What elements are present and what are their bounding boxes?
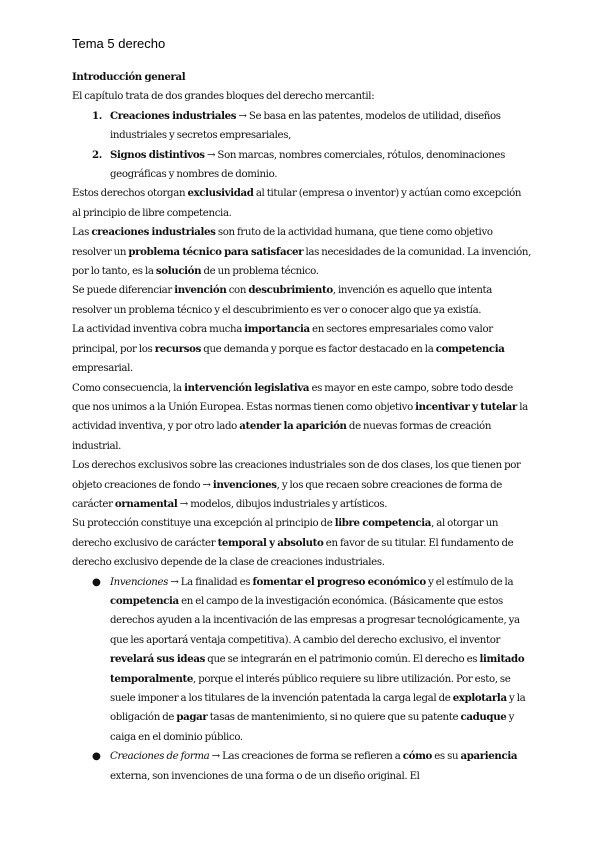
list-item — [72, 146, 532, 185]
text-run: que demanda y porque es factor destacado en la — [200, 343, 436, 355]
bold-run: descubrimiento — [248, 284, 333, 297]
text-run: al titular (empresa o inventor) y actúan como excepción al principio de libre competencia. — [72, 188, 522, 219]
text-run: externa, son invenciones de una forma o de un diseño original. El — [110, 770, 420, 782]
bold-run: importancia — [244, 323, 310, 336]
text-run: y la obligación de — [110, 693, 526, 724]
bold-run: intervención legislativa — [184, 381, 310, 394]
list-number: 1. — [92, 109, 102, 122]
text-run: de un problema técnico. — [201, 266, 319, 278]
text-run: Como consecuencia, la — [72, 382, 185, 394]
text-run: que se integrarán en el patrimonio común. El derecho es — [204, 654, 480, 666]
text-run: → modelos, dibujos industriales y artísticos. — [177, 498, 388, 510]
paragraph-exclusividad — [72, 184, 532, 223]
list-item — [72, 107, 532, 146]
text-run: la actividad inventiva, y por otro lado — [72, 401, 528, 433]
bullet-list — [72, 573, 532, 786]
bullet-icon: ● — [92, 576, 101, 588]
bold-run: competencia — [435, 342, 505, 355]
text-run: las necesidades de la comunidad. La invención, por lo tanto, es la — [72, 246, 531, 278]
text-run: Se puede diferenciar — [72, 285, 175, 297]
text-run: , y los que recaen sobre creaciones de forma de carácter — [72, 479, 502, 510]
text-run: en favor de su titular. El fundamento de derecho exclusivo depende de la clase de creaciones industriales. — [72, 537, 514, 569]
text-run: , invención es aquello que intenta resolver un problema técnico y el descubrimiento es ver o conocer algo que ya existía. — [72, 285, 493, 316]
bold-run: pagar — [176, 711, 208, 724]
list-term: Signos distintivos — [110, 148, 205, 161]
bold-run: atender la aparición — [239, 420, 347, 433]
bold-run: invención — [174, 284, 227, 297]
bold-run: problema técnico para satisfacer — [128, 245, 304, 258]
section-heading: Introducción general — [72, 71, 186, 83]
bold-run: exclusividad — [187, 187, 254, 200]
paragraph-invencion — [72, 281, 532, 320]
bold-run: ornamental — [114, 497, 178, 510]
bold-run: cómo — [402, 750, 432, 763]
numbered-list — [72, 107, 532, 185]
paragraph-derechos-exclusivos — [72, 456, 532, 514]
list-term: Creaciones industriales — [110, 109, 237, 122]
bold-run: explotarla — [452, 692, 507, 704]
bold-run: caduque — [460, 711, 507, 724]
text-run: en el campo de la investigación económica. (Básicamente que estos derechos ayuden a la incentivación de las empresas a progresar tecnológicamente, ya que les aportará ventaja competitiva). A cambio del derecho exclusivo, el inventor — [110, 595, 520, 646]
bold-run: creaciones industriales — [91, 226, 216, 239]
bullet-item-creaciones-forma — [72, 747, 532, 786]
bold-run: solución — [155, 265, 202, 278]
paragraph-creaciones — [72, 223, 532, 281]
text-run: tasas de mantenimiento, si no quiere que su patente — [207, 712, 461, 724]
text-run: y caiga en el dominio público. — [110, 712, 515, 743]
bold-run: limitado temporalmente — [110, 653, 525, 685]
paragraph-intervencion — [72, 379, 532, 457]
text-run: en sectores empresariales como valor principal, por los — [72, 324, 493, 355]
list-text: → Se basa en las patentes, modelos de utilidad, diseños industriales y secretos empresariales, — [110, 110, 501, 142]
list-number: 2. — [92, 148, 102, 161]
text-run: son fruto de la actividad humana, que tiene como objetivo resolver un — [72, 227, 493, 258]
bullet-icon: ● — [92, 751, 101, 763]
text-run: Los derechos exclusivos sobre las creaciones industriales son de dos clases, los que tienen por objeto creaciones de fondo → — [72, 460, 521, 491]
italic-run: Invenciones — [110, 576, 168, 588]
text-run: → Las creaciones de forma se refieren a — [209, 751, 403, 763]
text-run: es mayor en este campo, sobre todo desde que nos unimos a la Unión Europea. Estas normas tienen como objetivo — [72, 382, 513, 413]
bold-run: revelará sus ideas — [110, 653, 205, 666]
bold-run: invenciones — [212, 478, 277, 491]
intro-paragraph: El capítulo trata de dos grandes bloques del derecho mercantil: — [72, 91, 375, 103]
bold-run: apariencia — [460, 750, 518, 763]
text-run: , porque el interés público requiere su libre utilización. Por esto, se suele imponer a los titulares de la invención patentada la carga legal de — [110, 673, 511, 704]
text-run: La actividad inventiva cobra mucha — [72, 324, 245, 336]
text-run: , al otorgar un derecho exclusivo de carácter — [72, 518, 499, 549]
text-run: y el estímulo de la — [425, 576, 514, 588]
text-run: Las — [72, 227, 92, 239]
text-run: → La finalidad es — [168, 576, 253, 588]
paragraph-proteccion — [72, 514, 532, 572]
italic-run: Creaciones de forma — [110, 751, 210, 763]
document-body — [72, 68, 532, 786]
bold-run: libre competencia — [334, 517, 432, 530]
text-run: es su — [431, 751, 461, 763]
bullet-item-invenciones — [72, 573, 532, 748]
list-text: → Son marcas, nombres comerciales, rótulos, denominaciones geográficas y nombres de dominio. — [110, 149, 505, 181]
bold-run: recursos — [154, 342, 201, 355]
text-run: empresarial. — [72, 363, 133, 375]
text-run: Su protección constituye una excepción al principio de — [72, 518, 335, 530]
bold-run: temporal y absoluto — [217, 536, 324, 549]
text-run: con — [226, 285, 249, 297]
text-run: Estos derechos otorgan — [72, 188, 188, 200]
bold-run: incentivar y tutelar — [415, 400, 517, 413]
paragraph-importancia — [72, 320, 532, 378]
document-title: Tema 5 derecho — [72, 36, 166, 51]
bold-run: fomentar el progreso económico — [252, 575, 426, 588]
text-run: de nuevas formas de creación industrial. — [72, 421, 492, 452]
bold-run: competencia — [110, 594, 179, 607]
